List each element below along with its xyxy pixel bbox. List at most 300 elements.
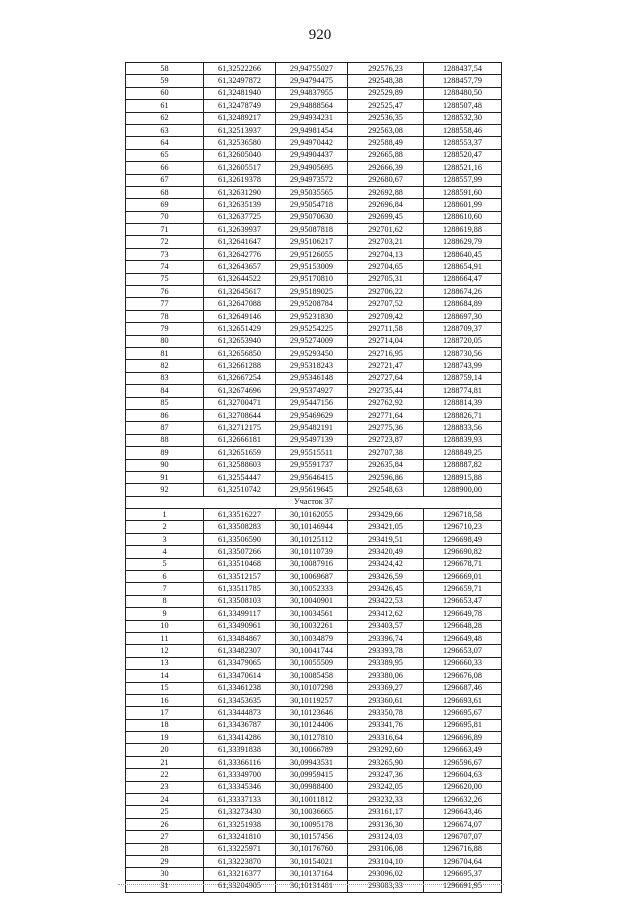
latitude-cell: 61,33508283 bbox=[204, 521, 276, 533]
latitude-cell: 61,33204905 bbox=[204, 880, 276, 892]
longitude-cell: 29,95208784 bbox=[276, 298, 348, 310]
table-row bbox=[126, 459, 502, 471]
longitude-cell: 29,95482191 bbox=[276, 422, 348, 434]
table-row bbox=[126, 843, 502, 855]
table-row bbox=[126, 533, 502, 545]
latitude-cell: 61,32522266 bbox=[204, 63, 276, 75]
latitude-cell: 61,32497872 bbox=[204, 75, 276, 87]
y-coordinate-cell: 1288601,99 bbox=[424, 199, 502, 211]
latitude-cell: 61,32478749 bbox=[204, 100, 276, 112]
table-row bbox=[126, 236, 502, 248]
table-row bbox=[126, 558, 502, 570]
page-bottom-rule bbox=[118, 884, 504, 885]
point-number-cell: 66 bbox=[126, 162, 204, 174]
point-number-cell: 60 bbox=[126, 87, 204, 99]
x-coordinate-cell: 293292,60 bbox=[348, 744, 424, 756]
longitude-cell: 29,95106217 bbox=[276, 236, 348, 248]
longitude-cell: 29,95170810 bbox=[276, 273, 348, 285]
x-coordinate-cell: 293096,02 bbox=[348, 868, 424, 880]
table-row bbox=[126, 199, 502, 211]
point-number-cell: 92 bbox=[126, 484, 204, 496]
y-coordinate-cell: 1288640,45 bbox=[424, 248, 502, 260]
point-number-cell: 82 bbox=[126, 360, 204, 372]
point-number-cell: 64 bbox=[126, 137, 204, 149]
y-coordinate-cell: 1296687,46 bbox=[424, 682, 502, 694]
latitude-cell: 61,32644522 bbox=[204, 273, 276, 285]
longitude-cell: 29,95189025 bbox=[276, 286, 348, 298]
x-coordinate-cell: 292536,35 bbox=[348, 112, 424, 124]
longitude-cell: 29,94837955 bbox=[276, 87, 348, 99]
x-coordinate-cell: 293420,49 bbox=[348, 546, 424, 558]
point-number-cell: 3 bbox=[126, 533, 204, 545]
y-coordinate-cell: 1288664,47 bbox=[424, 273, 502, 285]
y-coordinate-cell: 1296710,23 bbox=[424, 521, 502, 533]
y-coordinate-cell: 1296718,58 bbox=[424, 509, 502, 521]
latitude-cell: 61,33414286 bbox=[204, 732, 276, 744]
y-coordinate-cell: 1288558,46 bbox=[424, 124, 502, 136]
point-number-cell: 26 bbox=[126, 818, 204, 830]
table-row bbox=[126, 756, 502, 768]
latitude-cell: 61,32554447 bbox=[204, 471, 276, 483]
latitude-cell: 61,32642776 bbox=[204, 248, 276, 260]
x-coordinate-cell: 292680,67 bbox=[348, 174, 424, 186]
table-row bbox=[126, 856, 502, 868]
y-coordinate-cell: 1288674,26 bbox=[424, 286, 502, 298]
x-coordinate-cell: 293316,64 bbox=[348, 732, 424, 744]
latitude-cell: 61,33508103 bbox=[204, 595, 276, 607]
y-coordinate-cell: 1288697,30 bbox=[424, 310, 502, 322]
table-row bbox=[126, 657, 502, 669]
point-number-cell: 70 bbox=[126, 211, 204, 223]
table-row bbox=[126, 521, 502, 533]
point-number-cell: 65 bbox=[126, 149, 204, 161]
table-row bbox=[126, 769, 502, 781]
x-coordinate-cell: 292714,04 bbox=[348, 335, 424, 347]
table-row bbox=[126, 87, 502, 99]
y-coordinate-cell: 1288709,37 bbox=[424, 323, 502, 335]
table-row bbox=[126, 323, 502, 335]
table-row bbox=[126, 471, 502, 483]
longitude-cell: 30,10032261 bbox=[276, 620, 348, 632]
y-coordinate-cell: 1296643,46 bbox=[424, 806, 502, 818]
y-coordinate-cell: 1288774,81 bbox=[424, 385, 502, 397]
point-number-cell: 28 bbox=[126, 843, 204, 855]
x-coordinate-cell: 293380,06 bbox=[348, 670, 424, 682]
longitude-cell: 30,10123646 bbox=[276, 707, 348, 719]
longitude-cell: 29,94794475 bbox=[276, 75, 348, 87]
longitude-cell: 30,10119257 bbox=[276, 694, 348, 706]
y-coordinate-cell: 1288720,05 bbox=[424, 335, 502, 347]
y-coordinate-cell: 1288684,89 bbox=[424, 298, 502, 310]
table-row bbox=[126, 310, 502, 322]
x-coordinate-cell: 292727,64 bbox=[348, 372, 424, 384]
table-row bbox=[126, 137, 502, 149]
table-row bbox=[126, 571, 502, 583]
longitude-cell: 30,10125112 bbox=[276, 533, 348, 545]
y-coordinate-cell: 1288654,91 bbox=[424, 261, 502, 273]
latitude-cell: 61,32637725 bbox=[204, 211, 276, 223]
y-coordinate-cell: 1288619,88 bbox=[424, 224, 502, 236]
longitude-cell: 30,10055509 bbox=[276, 657, 348, 669]
point-number-cell: 67 bbox=[126, 174, 204, 186]
x-coordinate-cell: 293106,08 bbox=[348, 843, 424, 855]
y-coordinate-cell: 1288591,60 bbox=[424, 186, 502, 198]
point-number-cell: 78 bbox=[126, 310, 204, 322]
latitude-cell: 61,32656850 bbox=[204, 347, 276, 359]
longitude-cell: 29,95293450 bbox=[276, 347, 348, 359]
table-row bbox=[126, 744, 502, 756]
point-number-cell: 84 bbox=[126, 385, 204, 397]
longitude-cell: 29,94934231 bbox=[276, 112, 348, 124]
table-row bbox=[126, 868, 502, 880]
y-coordinate-cell: 1288507,48 bbox=[424, 100, 502, 112]
longitude-cell: 29,95318243 bbox=[276, 360, 348, 372]
longitude-cell: 29,95447156 bbox=[276, 397, 348, 409]
longitude-cell: 29,94905695 bbox=[276, 162, 348, 174]
longitude-cell: 29,95070630 bbox=[276, 211, 348, 223]
latitude-cell: 61,32712175 bbox=[204, 422, 276, 434]
y-coordinate-cell: 1288437,54 bbox=[424, 63, 502, 75]
latitude-cell: 61,32536580 bbox=[204, 137, 276, 149]
y-coordinate-cell: 1296659,71 bbox=[424, 583, 502, 595]
latitude-cell: 61,32653940 bbox=[204, 335, 276, 347]
table-row bbox=[126, 509, 502, 521]
point-number-cell: 12 bbox=[126, 645, 204, 657]
table-row bbox=[126, 694, 502, 706]
y-coordinate-cell: 1288814,39 bbox=[424, 397, 502, 409]
x-coordinate-cell: 293360,61 bbox=[348, 694, 424, 706]
table-row bbox=[126, 335, 502, 347]
point-number-cell: 79 bbox=[126, 323, 204, 335]
latitude-cell: 61,32635139 bbox=[204, 199, 276, 211]
table-row bbox=[126, 880, 502, 892]
table-row bbox=[126, 546, 502, 558]
table-row bbox=[126, 707, 502, 719]
point-number-cell: 80 bbox=[126, 335, 204, 347]
x-coordinate-cell: 292666,39 bbox=[348, 162, 424, 174]
latitude-cell: 61,32639937 bbox=[204, 224, 276, 236]
y-coordinate-cell: 1288480,50 bbox=[424, 87, 502, 99]
coordinates-table bbox=[125, 62, 502, 893]
point-number-cell: 19 bbox=[126, 732, 204, 744]
latitude-cell: 61,32666181 bbox=[204, 434, 276, 446]
point-number-cell: 9 bbox=[126, 608, 204, 620]
longitude-cell: 30,10127810 bbox=[276, 732, 348, 744]
table-row bbox=[126, 583, 502, 595]
latitude-cell: 61,32588603 bbox=[204, 459, 276, 471]
latitude-cell: 61,32649146 bbox=[204, 310, 276, 322]
x-coordinate-cell: 293419,51 bbox=[348, 533, 424, 545]
table-row bbox=[126, 261, 502, 273]
latitude-cell: 61,33482307 bbox=[204, 645, 276, 657]
table-row bbox=[126, 595, 502, 607]
longitude-cell: 30,10137164 bbox=[276, 868, 348, 880]
y-coordinate-cell: 1296620,00 bbox=[424, 781, 502, 793]
table-row bbox=[126, 645, 502, 657]
y-coordinate-cell: 1296604,63 bbox=[424, 769, 502, 781]
x-coordinate-cell: 292576,23 bbox=[348, 63, 424, 75]
longitude-cell: 30,10157456 bbox=[276, 831, 348, 843]
y-coordinate-cell: 1288759,14 bbox=[424, 372, 502, 384]
x-coordinate-cell: 293136,30 bbox=[348, 818, 424, 830]
latitude-cell: 61,33506590 bbox=[204, 533, 276, 545]
latitude-cell: 61,33223870 bbox=[204, 856, 276, 868]
page-number: 920 bbox=[308, 27, 332, 43]
latitude-cell: 61,32651429 bbox=[204, 323, 276, 335]
table-row bbox=[126, 670, 502, 682]
x-coordinate-cell: 292548,63 bbox=[348, 484, 424, 496]
x-coordinate-cell: 292735,44 bbox=[348, 385, 424, 397]
y-coordinate-cell: 1288520,47 bbox=[424, 149, 502, 161]
longitude-cell: 29,95497139 bbox=[276, 434, 348, 446]
y-coordinate-cell: 1296663,49 bbox=[424, 744, 502, 756]
longitude-cell: 29,95619645 bbox=[276, 484, 348, 496]
table-row bbox=[126, 422, 502, 434]
longitude-cell: 30,09943531 bbox=[276, 756, 348, 768]
x-coordinate-cell: 292716,95 bbox=[348, 347, 424, 359]
point-number-cell: 75 bbox=[126, 273, 204, 285]
longitude-cell: 29,95274009 bbox=[276, 335, 348, 347]
point-number-cell: 87 bbox=[126, 422, 204, 434]
longitude-cell: 29,95374927 bbox=[276, 385, 348, 397]
point-number-cell: 88 bbox=[126, 434, 204, 446]
longitude-cell: 30,10176760 bbox=[276, 843, 348, 855]
latitude-cell: 61,33512157 bbox=[204, 571, 276, 583]
section-row bbox=[126, 496, 502, 508]
point-number-cell: 31 bbox=[126, 880, 204, 892]
longitude-cell: 30,10110739 bbox=[276, 546, 348, 558]
table-row bbox=[126, 248, 502, 260]
point-number-cell: 71 bbox=[126, 224, 204, 236]
x-coordinate-cell: 292704,65 bbox=[348, 261, 424, 273]
point-number-cell: 7 bbox=[126, 583, 204, 595]
longitude-cell: 30,10069687 bbox=[276, 571, 348, 583]
longitude-cell: 30,10131481 bbox=[276, 880, 348, 892]
y-coordinate-cell: 1296649,48 bbox=[424, 632, 502, 644]
x-coordinate-cell: 293429,66 bbox=[348, 509, 424, 521]
point-number-cell: 8 bbox=[126, 595, 204, 607]
point-number-cell: 62 bbox=[126, 112, 204, 124]
table-row bbox=[126, 397, 502, 409]
latitude-cell: 61,33453635 bbox=[204, 694, 276, 706]
point-number-cell: 74 bbox=[126, 261, 204, 273]
latitude-cell: 61,33216377 bbox=[204, 868, 276, 880]
latitude-cell: 61,33436787 bbox=[204, 719, 276, 731]
table-row bbox=[126, 286, 502, 298]
x-coordinate-cell: 293242,05 bbox=[348, 781, 424, 793]
y-coordinate-cell: 1288610,60 bbox=[424, 211, 502, 223]
x-coordinate-cell: 292703,21 bbox=[348, 236, 424, 248]
latitude-cell: 61,33349700 bbox=[204, 769, 276, 781]
y-coordinate-cell: 1288553,37 bbox=[424, 137, 502, 149]
y-coordinate-cell: 1296695,67 bbox=[424, 707, 502, 719]
y-coordinate-cell: 1296693,61 bbox=[424, 694, 502, 706]
point-number-cell: 24 bbox=[126, 794, 204, 806]
table-row bbox=[126, 100, 502, 112]
point-number-cell: 68 bbox=[126, 186, 204, 198]
x-coordinate-cell: 293341,76 bbox=[348, 719, 424, 731]
y-coordinate-cell: 1296695,37 bbox=[424, 868, 502, 880]
latitude-cell: 61,33499117 bbox=[204, 608, 276, 620]
longitude-cell: 29,95231830 bbox=[276, 310, 348, 322]
point-number-cell: 63 bbox=[126, 124, 204, 136]
table-row bbox=[126, 385, 502, 397]
longitude-cell: 30,10124406 bbox=[276, 719, 348, 731]
y-coordinate-cell: 1296691,95 bbox=[424, 880, 502, 892]
x-coordinate-cell: 292701,62 bbox=[348, 224, 424, 236]
x-coordinate-cell: 293424,42 bbox=[348, 558, 424, 570]
longitude-cell: 30,10052333 bbox=[276, 583, 348, 595]
longitude-cell: 30,10034879 bbox=[276, 632, 348, 644]
latitude-cell: 61,32667254 bbox=[204, 372, 276, 384]
point-number-cell: 11 bbox=[126, 632, 204, 644]
latitude-cell: 61,33251938 bbox=[204, 818, 276, 830]
x-coordinate-cell: 293426,59 bbox=[348, 571, 424, 583]
x-coordinate-cell: 292705,31 bbox=[348, 273, 424, 285]
x-coordinate-cell: 293421,05 bbox=[348, 521, 424, 533]
table-row bbox=[126, 224, 502, 236]
longitude-cell: 29,95035565 bbox=[276, 186, 348, 198]
x-coordinate-cell: 292596,86 bbox=[348, 471, 424, 483]
y-coordinate-cell: 1296632,26 bbox=[424, 794, 502, 806]
y-coordinate-cell: 1288730,56 bbox=[424, 347, 502, 359]
table-row bbox=[126, 781, 502, 793]
y-coordinate-cell: 1288629,79 bbox=[424, 236, 502, 248]
latitude-cell: 61,32708644 bbox=[204, 409, 276, 421]
table-row bbox=[126, 162, 502, 174]
table-row bbox=[126, 732, 502, 744]
point-number-cell: 59 bbox=[126, 75, 204, 87]
longitude-cell: 29,94970442 bbox=[276, 137, 348, 149]
y-coordinate-cell: 1296674,07 bbox=[424, 818, 502, 830]
latitude-cell: 61,32651659 bbox=[204, 447, 276, 459]
table-row bbox=[126, 75, 502, 87]
longitude-cell: 29,95254225 bbox=[276, 323, 348, 335]
x-coordinate-cell: 292707,52 bbox=[348, 298, 424, 310]
longitude-cell: 30,09959415 bbox=[276, 769, 348, 781]
point-number-cell: 72 bbox=[126, 236, 204, 248]
longitude-cell: 29,95087818 bbox=[276, 224, 348, 236]
point-number-cell: 16 bbox=[126, 694, 204, 706]
x-coordinate-cell: 292721,47 bbox=[348, 360, 424, 372]
point-number-cell: 86 bbox=[126, 409, 204, 421]
latitude-cell: 61,33490961 bbox=[204, 620, 276, 632]
latitude-cell: 61,33461238 bbox=[204, 682, 276, 694]
point-number-cell: 91 bbox=[126, 471, 204, 483]
latitude-cell: 61,33225971 bbox=[204, 843, 276, 855]
x-coordinate-cell: 292706,22 bbox=[348, 286, 424, 298]
x-coordinate-cell: 293083,33 bbox=[348, 880, 424, 892]
table-row bbox=[126, 273, 502, 285]
latitude-cell: 61,32513937 bbox=[204, 124, 276, 136]
x-coordinate-cell: 292699,45 bbox=[348, 211, 424, 223]
latitude-cell: 61,33366116 bbox=[204, 756, 276, 768]
latitude-cell: 61,32647088 bbox=[204, 298, 276, 310]
y-coordinate-cell: 1288532,30 bbox=[424, 112, 502, 124]
table-row bbox=[126, 831, 502, 843]
latitude-cell: 61,33444873 bbox=[204, 707, 276, 719]
longitude-cell: 29,94904437 bbox=[276, 149, 348, 161]
longitude-cell: 30,09988400 bbox=[276, 781, 348, 793]
y-coordinate-cell: 1296716,88 bbox=[424, 843, 502, 855]
x-coordinate-cell: 293124,03 bbox=[348, 831, 424, 843]
point-number-cell: 22 bbox=[126, 769, 204, 781]
longitude-cell: 30,10040901 bbox=[276, 595, 348, 607]
longitude-cell: 30,10087916 bbox=[276, 558, 348, 570]
y-coordinate-cell: 1288826,71 bbox=[424, 409, 502, 421]
point-number-cell: 18 bbox=[126, 719, 204, 731]
y-coordinate-cell: 1296707,07 bbox=[424, 831, 502, 843]
table-row bbox=[126, 211, 502, 223]
point-number-cell: 25 bbox=[126, 806, 204, 818]
point-number-cell: 2 bbox=[126, 521, 204, 533]
latitude-cell: 61,32631290 bbox=[204, 186, 276, 198]
y-coordinate-cell: 1296649,78 bbox=[424, 608, 502, 620]
latitude-cell: 61,32510742 bbox=[204, 484, 276, 496]
point-number-cell: 13 bbox=[126, 657, 204, 669]
point-number-cell: 4 bbox=[126, 546, 204, 558]
point-number-cell: 61 bbox=[126, 100, 204, 112]
x-coordinate-cell: 292771,64 bbox=[348, 409, 424, 421]
latitude-cell: 61,33516227 bbox=[204, 509, 276, 521]
table-row bbox=[126, 112, 502, 124]
table-row bbox=[126, 149, 502, 161]
table-row bbox=[126, 719, 502, 731]
point-number-cell: 90 bbox=[126, 459, 204, 471]
point-number-cell: 5 bbox=[126, 558, 204, 570]
latitude-cell: 61,32700471 bbox=[204, 397, 276, 409]
y-coordinate-cell: 1296696,89 bbox=[424, 732, 502, 744]
y-coordinate-cell: 1296653,47 bbox=[424, 595, 502, 607]
x-coordinate-cell: 292704,13 bbox=[348, 248, 424, 260]
y-coordinate-cell: 1296596,67 bbox=[424, 756, 502, 768]
x-coordinate-cell: 292696,84 bbox=[348, 199, 424, 211]
longitude-cell: 30,10107298 bbox=[276, 682, 348, 694]
longitude-cell: 30,10154021 bbox=[276, 856, 348, 868]
table-row bbox=[126, 794, 502, 806]
longitude-cell: 30,10036665 bbox=[276, 806, 348, 818]
longitude-cell: 29,95469629 bbox=[276, 409, 348, 421]
y-coordinate-cell: 1296676,08 bbox=[424, 670, 502, 682]
section-label: Участок 37 bbox=[126, 496, 502, 508]
point-number-cell: 1 bbox=[126, 509, 204, 521]
longitude-cell: 29,94755027 bbox=[276, 63, 348, 75]
point-number-cell: 81 bbox=[126, 347, 204, 359]
longitude-cell: 30,10146944 bbox=[276, 521, 348, 533]
latitude-cell: 61,33241810 bbox=[204, 831, 276, 843]
x-coordinate-cell: 292775,36 bbox=[348, 422, 424, 434]
longitude-cell: 29,94973572 bbox=[276, 174, 348, 186]
x-coordinate-cell: 292525,47 bbox=[348, 100, 424, 112]
table-row bbox=[126, 360, 502, 372]
x-coordinate-cell: 293350,78 bbox=[348, 707, 424, 719]
latitude-cell: 61,32605040 bbox=[204, 149, 276, 161]
point-number-cell: 69 bbox=[126, 199, 204, 211]
latitude-cell: 61,33479065 bbox=[204, 657, 276, 669]
x-coordinate-cell: 292762,92 bbox=[348, 397, 424, 409]
x-coordinate-cell: 293412,62 bbox=[348, 608, 424, 620]
latitude-cell: 61,32645617 bbox=[204, 286, 276, 298]
longitude-cell: 29,95153009 bbox=[276, 261, 348, 273]
y-coordinate-cell: 1296653,07 bbox=[424, 645, 502, 657]
x-coordinate-cell: 292529,89 bbox=[348, 87, 424, 99]
point-number-cell: 21 bbox=[126, 756, 204, 768]
x-coordinate-cell: 293422,53 bbox=[348, 595, 424, 607]
y-coordinate-cell: 1296695,81 bbox=[424, 719, 502, 731]
x-coordinate-cell: 293265,90 bbox=[348, 756, 424, 768]
x-coordinate-cell: 293247,36 bbox=[348, 769, 424, 781]
latitude-cell: 61,32641647 bbox=[204, 236, 276, 248]
